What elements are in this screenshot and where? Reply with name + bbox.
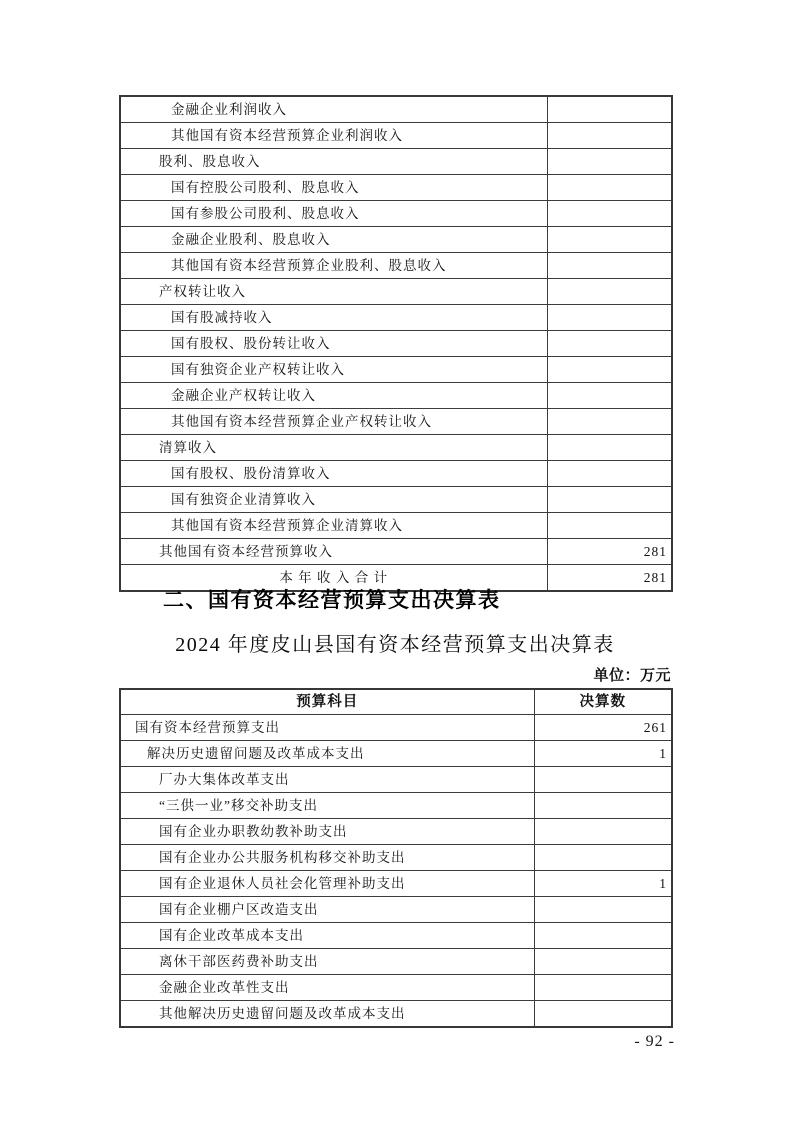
table-row xyxy=(120,96,672,123)
table-row xyxy=(120,123,672,149)
table-row xyxy=(120,767,672,793)
budget-subject-cell: 国有独资企业清算收入 xyxy=(120,487,547,513)
budget-subject-cell: 国有企业办公共服务机构移交补助支出 xyxy=(120,845,534,871)
final-amount-cell xyxy=(547,279,672,305)
table-row xyxy=(120,845,672,871)
budget-subject-cell: 金融企业股利、股息收入 xyxy=(120,227,547,253)
final-amount-cell xyxy=(547,175,672,201)
table-header-row xyxy=(120,689,672,715)
final-amount-cell xyxy=(534,949,672,975)
budget-subject-cell: 国有控股公司股利、股息收入 xyxy=(120,175,547,201)
table-row xyxy=(120,383,672,409)
final-amount-cell: 281 xyxy=(547,565,672,592)
final-amount-cell xyxy=(534,897,672,923)
table-row xyxy=(120,305,672,331)
table-row xyxy=(120,331,672,357)
table-row xyxy=(120,949,672,975)
page-number: - 92 - xyxy=(634,1033,675,1050)
budget-subject-cell: 离休干部医药费补助支出 xyxy=(120,949,534,975)
table-row xyxy=(120,149,672,175)
budget-subject-cell: 国有股减持收入 xyxy=(120,305,547,331)
budget-subject-cell: 国有企业改革成本支出 xyxy=(120,923,534,949)
table-row xyxy=(120,435,672,461)
budget-subject-cell: 厂办大集体改革支出 xyxy=(120,767,534,793)
table-row xyxy=(120,975,672,1001)
table-row xyxy=(120,897,672,923)
final-amount-cell xyxy=(534,767,672,793)
table-row xyxy=(120,279,672,305)
budget-subject-cell: 国有独资企业产权转让收入 xyxy=(120,357,547,383)
table-row xyxy=(120,409,672,435)
final-amount-cell xyxy=(547,435,672,461)
table-row xyxy=(120,201,672,227)
final-amount-cell xyxy=(547,357,672,383)
table-row xyxy=(120,819,672,845)
budget-subject-cell: 金融企业改革性支出 xyxy=(120,975,534,1001)
table-row xyxy=(120,227,672,253)
budget-subject-cell: 国有股权、股份清算收入 xyxy=(120,461,547,487)
budget-subject-cell: 国有股权、股份转让收入 xyxy=(120,331,547,357)
final-amount-cell xyxy=(547,201,672,227)
table-row xyxy=(120,539,672,565)
final-amount-cell: 261 xyxy=(534,715,672,741)
final-amount-cell xyxy=(547,149,672,175)
table-row xyxy=(120,715,672,741)
final-amount-cell: 281 xyxy=(547,539,672,565)
final-amount-cell xyxy=(547,383,672,409)
final-amount-cell xyxy=(547,227,672,253)
final-amount-cell xyxy=(547,305,672,331)
column-header-budget-subject: 预算科目 xyxy=(120,689,534,715)
table-row xyxy=(120,513,672,539)
final-amount-cell: 1 xyxy=(534,871,672,897)
budget-subject-cell: 清算收入 xyxy=(120,435,547,461)
table-row xyxy=(120,741,672,767)
budget-subject-cell: 产权转让收入 xyxy=(120,279,547,305)
final-amount-cell xyxy=(534,845,672,871)
final-amount-cell xyxy=(547,513,672,539)
expenditure-table-body xyxy=(120,715,672,1028)
table-row xyxy=(120,461,672,487)
final-amount-cell xyxy=(547,331,672,357)
table-row xyxy=(120,1001,672,1028)
final-amount-cell xyxy=(534,923,672,949)
final-amount-cell xyxy=(534,975,672,1001)
budget-subject-cell: 其他解决历史遗留问题及改革成本支出 xyxy=(120,1001,534,1028)
budget-subject-cell: 其他国有资本经营预算企业清算收入 xyxy=(120,513,547,539)
final-amount-cell xyxy=(547,409,672,435)
column-header-final-amount: 决算数 xyxy=(534,689,672,715)
budget-subject-cell: 其他国有资本经营预算收入 xyxy=(120,539,547,565)
final-amount-cell xyxy=(547,461,672,487)
final-amount-cell: 1 xyxy=(534,741,672,767)
final-amount-cell xyxy=(547,96,672,123)
budget-subject-cell: 本 年 收 入 合 计 xyxy=(120,565,547,592)
table-row xyxy=(120,487,672,513)
unit-label: 单位：万元 xyxy=(593,668,671,684)
budget-subject-cell: 其他国有资本经营预算企业利润收入 xyxy=(120,123,547,149)
table-row xyxy=(120,923,672,949)
revenue-final-accounts-table xyxy=(119,95,673,592)
budget-subject-cell: 解决历史遗留问题及改革成本支出 xyxy=(120,741,534,767)
budget-subject-cell: 国有企业办职教幼教补助支出 xyxy=(120,819,534,845)
budget-subject-cell: 国有参股公司股利、股息收入 xyxy=(120,201,547,227)
final-amount-cell xyxy=(534,793,672,819)
table-row xyxy=(120,357,672,383)
budget-subject-cell: 国有企业退休人员社会化管理补助支出 xyxy=(120,871,534,897)
budget-subject-cell: 金融企业产权转让收入 xyxy=(120,383,547,409)
budget-subject-cell: “三供一业”移交补助支出 xyxy=(120,793,534,819)
table-row xyxy=(120,793,672,819)
final-amount-cell xyxy=(547,487,672,513)
budget-subject-cell: 股利、股息收入 xyxy=(120,149,547,175)
expenditure-table-title: 2024 年度皮山县国有资本经营预算支出决算表 xyxy=(175,634,615,656)
budget-subject-cell: 其他国有资本经营预算企业股利、股息收入 xyxy=(120,253,547,279)
table-row xyxy=(120,175,672,201)
final-amount-cell xyxy=(534,1001,672,1028)
final-amount-cell xyxy=(547,123,672,149)
expenditure-final-accounts-table xyxy=(119,688,673,1028)
table-row xyxy=(120,871,672,897)
final-amount-cell xyxy=(547,253,672,279)
budget-subject-cell: 金融企业利润收入 xyxy=(120,96,547,123)
budget-subject-cell: 国有企业棚户区改造支出 xyxy=(120,897,534,923)
revenue-table-body xyxy=(120,96,672,591)
budget-subject-cell: 其他国有资本经营预算企业产权转让收入 xyxy=(120,409,547,435)
section-heading: 二、国有资本经营预算支出决算表 xyxy=(163,588,501,612)
table-row xyxy=(120,253,672,279)
budget-subject-cell: 国有资本经营预算支出 xyxy=(120,715,534,741)
final-amount-cell xyxy=(534,819,672,845)
